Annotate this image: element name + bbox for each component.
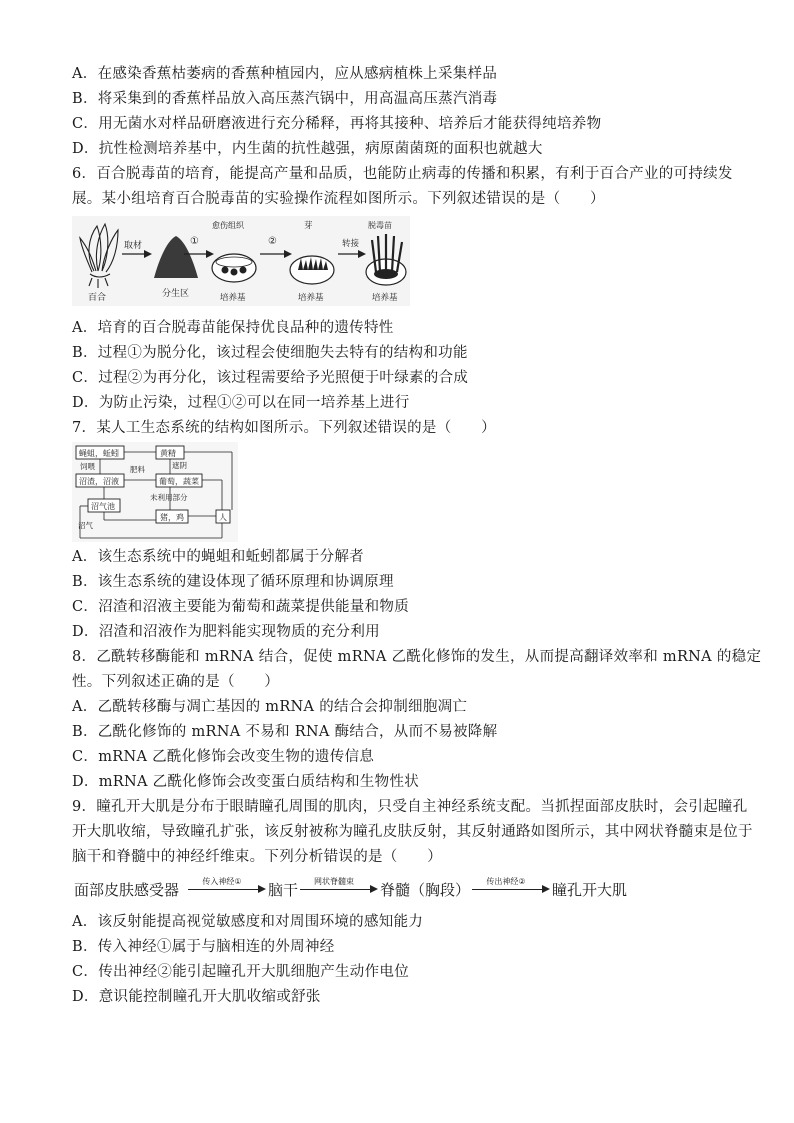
fig7-feed-label: 饲喂 <box>80 462 95 471</box>
reflex-arrow-efferent-label: 传出神经② <box>486 877 526 886</box>
bud-flask-drawing <box>290 256 334 284</box>
q9-option-c: C．传出神经②能引起瞳孔开大肌细胞产生动作电位 <box>72 964 409 980</box>
q6-option-d: D．为防止污染，过程①②可以在同一培养基上进行 <box>72 395 410 411</box>
q5-option-a: A．在感染香蕉枯萎病的香蕉种植园内，应从感病植株上采集样品 <box>72 66 498 82</box>
q9-stem-line1: 9．瞳孔开大肌是分布于眼睛瞳孔周围的肌肉，只受自主神经系统支配。当抓捏面部皮肤时，会引起瞳孔 <box>72 799 748 815</box>
fig7-biogas-label: 沼气 <box>78 521 93 530</box>
q8-stem-line1: 8．乙酰转移酶能和 mRNA 结合，促使 mRNA 乙酰化修饰的发生，从而提高翻译效率和 mRNA 的稳定 <box>72 649 762 665</box>
fig7-human-label: 人 <box>219 513 227 522</box>
reflex-arrow-afferent <box>188 876 266 902</box>
fig6-medium-label-1: 培养基 <box>220 293 246 303</box>
fig6-medium-label-2: 培养基 <box>298 293 324 303</box>
reflex-dilator-muscle: 瞳孔开大肌 <box>552 881 628 899</box>
q7-option-b: B．该生态系统的建设体现了循环原理和协调原理 <box>72 574 394 590</box>
fig7-corn-label: 黄精 <box>160 449 176 458</box>
q6-lily-culture-figure <box>72 216 410 306</box>
q7-option-a: A．该生态系统中的蝇蛆和蚯蚓都属于分解者 <box>72 549 364 565</box>
fig6-step1-label: ① <box>190 236 199 247</box>
reflex-receptor: 面部皮肤感受器 <box>74 881 180 899</box>
fig6-callus-label: 愈伤组织 <box>212 221 244 230</box>
reflex-brainstem: 脑干 <box>268 881 299 899</box>
fig7-fertilizer-label: 肥料 <box>130 465 145 474</box>
reflex-arrow-afferent-label: 传入神经① <box>202 877 242 886</box>
fig6-step2-label: ② <box>268 236 277 247</box>
fig6-lily-label: 百合 <box>88 293 107 303</box>
fig7-grape-label: 葡萄，蔬菜 <box>159 477 199 486</box>
q9-reflex-pathway <box>74 876 694 902</box>
reflex-arrow-efferent <box>472 876 550 902</box>
reflex-arrow-reticulospinal <box>300 876 378 902</box>
q6-option-b: B．过程①为脱分化，该过程会使细胞失去特有的结构和功能 <box>72 345 468 361</box>
q8-stem-line2: 性。下列叙述正确的是（ ） <box>72 674 280 690</box>
q9-stem-line3: 脑干和脊髓中的神经纤维束。下列分析错误的是（ ） <box>72 849 442 865</box>
q9-option-d: D．意识能控制瞳孔开大肌收缩或舒张 <box>72 989 321 1005</box>
q8-option-b: B．乙酰化修饰的 mRNA 不易和 RNA 酶结合，从而不易被降解 <box>72 724 498 740</box>
fig7-shade-label: 遮阴 <box>172 461 187 470</box>
fig7-maggot-label: 蝇蛆，蚯蚓 <box>79 449 119 458</box>
q7-stem: 7．某人工生态系统的结构如图所示。下列叙述错误的是（ ） <box>72 420 496 436</box>
fig7-residue-label: 沼渣，沼液 <box>79 477 119 486</box>
q9-option-b: B．传入神经①属于与脑相连的外周神经 <box>72 939 335 955</box>
q8-option-c: C．mRNA 乙酰化修饰会改变生物的遗传信息 <box>72 749 375 765</box>
q6-stem-line2: 展。某小组培育百合脱毒苗的实验操作流程如图所示。下列叙述错误的是（ ） <box>72 191 605 207</box>
q7-ecosystem-diagram <box>72 442 238 542</box>
q6-option-c: C．过程②为再分化，该过程需要给予光照便于叶绿素的合成 <box>72 370 469 386</box>
q8-option-d: D．mRNA 乙酰化修饰会改变蛋白质结构和生物性状 <box>72 774 420 790</box>
q5-option-b: B．将采集到的香蕉样品放入高压蒸汽锅中，用高温高压蒸汽消毒 <box>72 91 498 107</box>
q7-option-d: D．沼渣和沼液作为肥料能实现物质的充分利用 <box>72 624 380 640</box>
q7-option-c: C．沼渣和沼液主要能为葡萄和蔬菜提供能量和物质 <box>72 599 409 615</box>
q5-option-c: C．用无菌水对样品研磨液进行充分稀释，再将其接种、培养后才能获得纯培养物 <box>72 116 602 132</box>
q6-stem-line1: 6．百合脱毒苗的培育，能提高产量和品质，也能防止病毒的传播和积累，有利于百合产业的可持续发 <box>72 166 733 182</box>
reflex-arrow-reticulospinal-label: 网状脊髓束 <box>314 877 354 886</box>
fig7-biogas-pool-label: 沼气池 <box>91 502 115 511</box>
fig6-bud-label: 芽 <box>304 221 313 231</box>
callus-flask-drawing <box>212 254 256 282</box>
q5-option-d: D．抗性检测培养基中，内生菌的抗性越强，病原菌菌斑的面积也就越大 <box>72 141 543 157</box>
fig6-medium-label-3: 培养基 <box>372 293 398 303</box>
q6-option-a: A．培育的百合脱毒苗能保持优良品种的遗传特性 <box>72 320 394 336</box>
fig7-unused-label: 未利用部分 <box>150 493 188 502</box>
q9-stem-line2: 开大肌收缩，导致瞳孔扩张，该反射被称为瞳孔皮肤反射，其反射通路如图所示，其中网状脊髓束是位于 <box>72 824 753 840</box>
fig6-transfer-label: 转接 <box>342 239 360 249</box>
reflex-spinal-cord: 脊髓（胸段） <box>380 881 471 899</box>
fig6-take-label: 取材 <box>124 241 143 251</box>
fig7-pig-label: 猪，鸡 <box>160 513 184 522</box>
fig6-meristem-label: 分生区 <box>162 289 190 299</box>
fig6-seedling-label: 脱毒苗 <box>368 221 392 230</box>
q9-option-a: A．该反射能提高视觉敏感度和对周围环境的感知能力 <box>72 914 424 930</box>
q8-option-a: A．乙酰转移酶与凋亡基因的 mRNA 的结合会抑制细胞凋亡 <box>72 699 468 715</box>
